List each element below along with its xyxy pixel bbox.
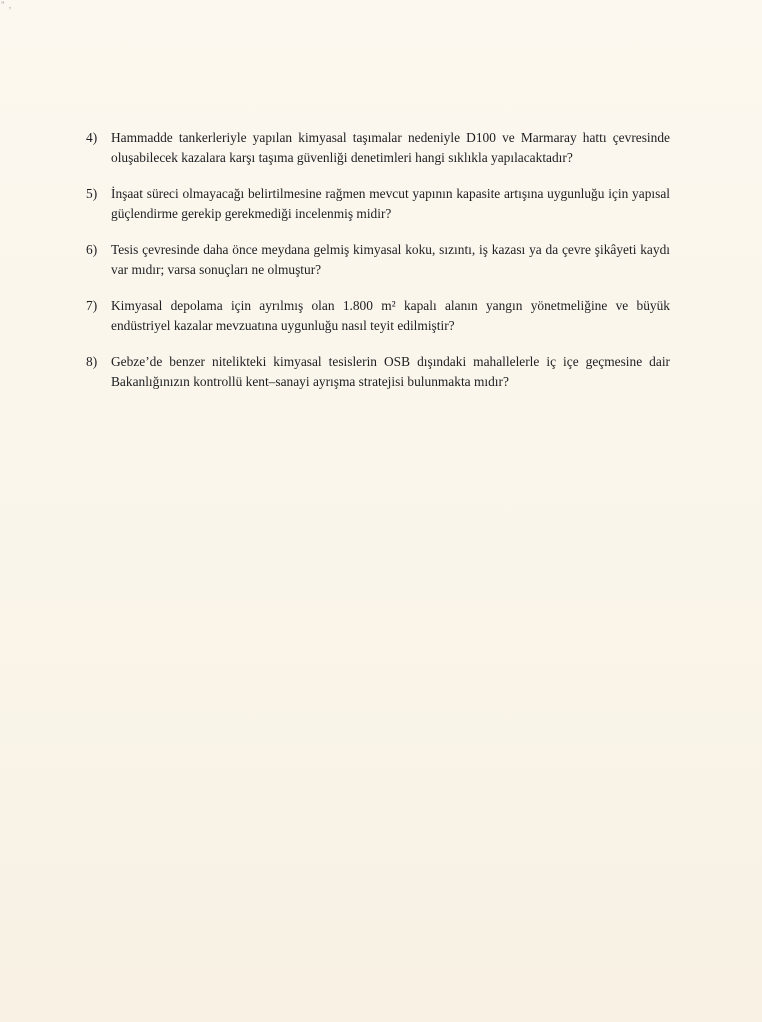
question-text: Gebze’de benzer nitelikteki kimyasal tesislerin OSB dışındaki mahallelerle iç içe geçmesine dair Bakanlığınızın kontrollü kent–sanayi ayrışma stratejisi bulunmakta mıdır?	[111, 354, 670, 389]
question-item-7	[86, 296, 670, 335]
question-number: 8)	[86, 354, 98, 369]
question-number: 6)	[86, 242, 98, 257]
question-text: Tesis çevresinde daha önce meydana gelmiş kimyasal koku, sızıntı, iş kazası ya da çevre şikâyeti kaydı var mıdır; varsa sonuçları ne olmuştur?	[111, 242, 670, 277]
question-text: İnşaat süreci olmayacağı belirtilmesine rağmen mevcut yapının kapasite artışına uygunluğu için yapısal güçlendirme gerekip gerekmediği incelenmiş midir?	[111, 186, 670, 221]
question-text: Kimyasal depolama için ayrılmış olan 1.800 m² kapalı alanın yangın yönetmeliğine ve büyük endüstriyel kazalar mevzuatına uygunluğu nasıl teyit edilmiştir?	[111, 298, 670, 333]
question-list	[86, 128, 670, 408]
question-number: 7)	[86, 298, 98, 313]
question-item-5	[86, 184, 670, 223]
question-item-4	[86, 128, 670, 167]
corner-mark: " ,	[1, 0, 13, 10]
question-item-8	[86, 352, 670, 391]
question-number: 5)	[86, 186, 98, 201]
question-item-6	[86, 240, 670, 279]
question-text: Hammadde tankerleriyle yapılan kimyasal taşımalar nedeniyle D100 ve Marmaray hattı çevresinde oluşabilecek kazalara karşı taşıma güvenliği denetimleri hangi sıklıkla yapılacaktadır?	[111, 130, 670, 165]
question-number: 4)	[86, 130, 98, 145]
